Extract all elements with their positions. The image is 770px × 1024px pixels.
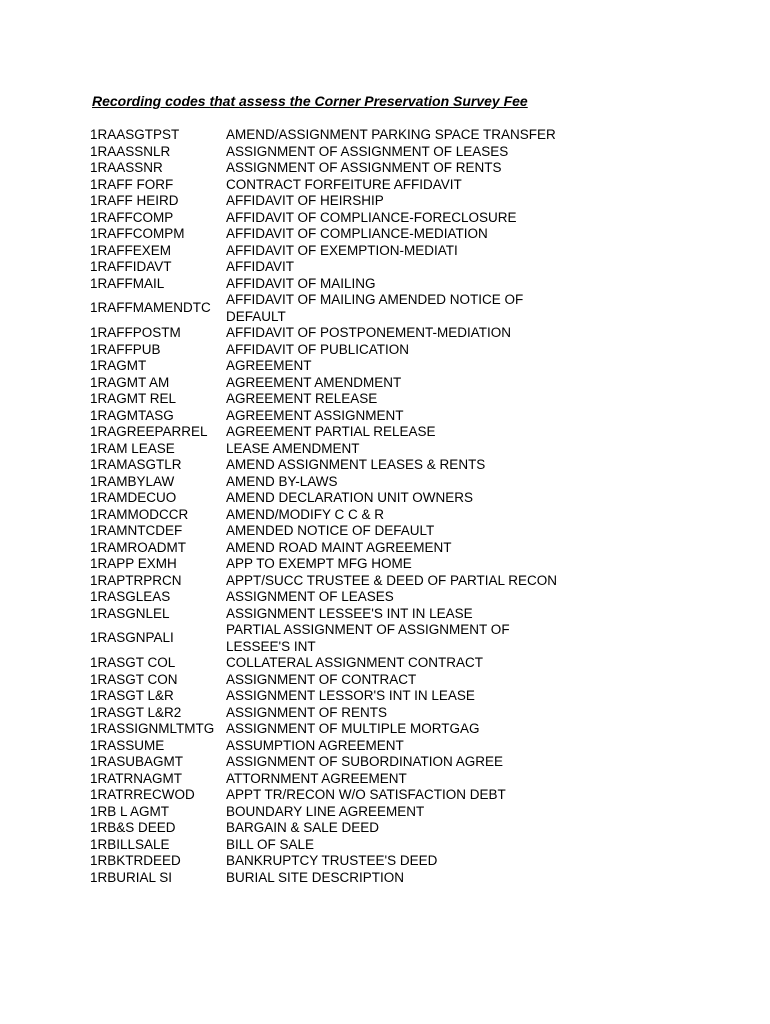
recording-description: COLLATERAL ASSIGNMENT CONTRACT: [226, 655, 484, 670]
table-row: [90, 721, 560, 738]
recording-description: AFFIDAVIT OF MAILING: [226, 275, 376, 291]
recording-code: 1RAMBYLAW: [90, 473, 175, 489]
recording-description: ASSIGNMENT OF SUBORDINATION AGREE: [226, 754, 504, 769]
table-row: [90, 490, 560, 507]
table-row: [90, 259, 560, 276]
recording-code: 1RAFF FORF: [90, 176, 174, 192]
recording-description: AGREEMENT AMENDMENT: [226, 374, 402, 390]
recording-code: 1RAMASGTLR: [90, 457, 182, 472]
table-row: [90, 127, 560, 144]
recording-code: 1RAFFPUB: [90, 341, 161, 357]
recording-code: 1RASSUME: [90, 737, 165, 753]
table-row: [90, 688, 560, 705]
recording-code: 1RAMMODCCR: [90, 506, 189, 522]
table-row: [90, 573, 560, 590]
recording-code: 1RBURIAL SI: [90, 869, 173, 885]
recording-description: AFFIDAVIT OF HEIRSHIP: [226, 193, 384, 208]
table-row: [90, 457, 560, 474]
table-row: [90, 342, 560, 359]
recording-code: 1RBKTRDEED: [90, 853, 181, 868]
recording-description: AFFIDAVIT OF COMPLIANCE-FORECLOSURE: [226, 209, 517, 225]
recording-code: 1RASGLEAS: [90, 589, 171, 604]
table-row: [90, 870, 560, 887]
recording-codes-body: [90, 127, 560, 886]
recording-description: AMEND ROAD MAINT AGREEMENT: [226, 539, 452, 555]
table-row: [90, 523, 560, 540]
table-row: [90, 507, 560, 524]
recording-description: BANKRUPTCY TRUSTEE'S DEED: [226, 853, 438, 868]
table-row: [90, 589, 560, 606]
recording-code: 1RB&S DEED: [90, 820, 176, 835]
recording-description: ASSIGNMENT LESSOR'S INT IN LEASE: [226, 688, 475, 703]
recording-description: AFFIDAVIT OF COMPLIANCE-MEDIATION: [226, 226, 488, 241]
recording-description: ASSIGNMENT OF LEASES: [226, 589, 394, 604]
recording-description: LEASE AMENDMENT: [226, 440, 360, 456]
recording-description: APP TO EXEMPT MFG HOME: [226, 556, 412, 571]
table-row: [90, 292, 560, 325]
recording-description: ASSIGNMENT OF ASSIGNMENT OF RENTS: [226, 160, 502, 175]
table-row: [90, 771, 560, 788]
recording-description: AMEND DECLARATION UNIT OWNERS: [226, 490, 474, 505]
table-row: [90, 210, 560, 227]
recording-description: APPT TR/RECON W/O SATISFACTION DEBT: [226, 787, 506, 802]
recording-description: ATTORNMENT AGREEMENT: [226, 770, 407, 786]
table-row: [90, 804, 560, 821]
recording-code: 1RATRNAGMT: [90, 770, 183, 786]
recording-description: ASSIGNMENT OF ASSIGNMENT OF LEASES: [226, 143, 509, 159]
recording-description: AGREEMENT PARTIAL RELEASE: [226, 424, 436, 439]
recording-description: AGREEMENT RELEASE: [226, 391, 378, 406]
recording-description: BOUNDARY LINE AGREEMENT: [226, 803, 425, 819]
table-row: [90, 144, 560, 161]
table-row: [90, 391, 560, 408]
table-row: [90, 243, 560, 260]
recording-code: 1RASGT L&R2: [90, 704, 182, 720]
recording-code: 1RAGMTASG: [90, 407, 174, 423]
recording-code: 1RAFFCOMP: [90, 209, 174, 225]
table-row: [90, 837, 560, 854]
table-row: [90, 556, 560, 573]
table-row: [90, 820, 560, 837]
table-row: [90, 655, 560, 672]
recording-description: BILL OF SALE: [226, 836, 315, 852]
table-row: [90, 705, 560, 722]
recording-code: 1RATRRECWOD: [90, 787, 195, 802]
recording-code: 1RAFFEXEM: [90, 242, 172, 258]
recording-description: AFFIDAVIT: [226, 259, 295, 274]
table-row: [90, 540, 560, 557]
recording-description: AMENDED NOTICE OF DEFAULT: [226, 523, 435, 538]
recording-code: 1RAGMT AM: [90, 374, 170, 390]
recording-code: 1RAGMT: [90, 358, 147, 373]
table-row: [90, 408, 560, 425]
recording-code: 1RASSIGNMLTMTG: [90, 721, 215, 736]
document-title: Recording codes that assess the Corner Preservation Survey Fee: [92, 93, 528, 109]
recording-code: 1RAFFIDAVT: [90, 259, 172, 274]
recording-code: 1RB L AGMT: [90, 803, 170, 819]
table-row: [90, 375, 560, 392]
table-row: [90, 226, 560, 243]
recording-code: 1RAMROADMT: [90, 539, 187, 555]
recording-description: ASSIGNMENT LESSEE'S INT IN LEASE: [226, 605, 473, 621]
recording-code: 1RAPP EXMH: [90, 556, 177, 571]
recording-code: 1RAPTRPRCN: [90, 572, 182, 588]
recording-description: ASSIGNMENT OF RENTS: [226, 704, 388, 720]
recording-code: 1RAFF HEIRD: [90, 193, 179, 208]
recording-description: BARGAIN & SALE DEED: [226, 820, 380, 835]
table-row: [90, 474, 560, 491]
recording-code: 1RAMDECUO: [90, 490, 177, 505]
table-row: [90, 853, 560, 870]
table-row: [90, 672, 560, 689]
recording-description: AMEND BY-LAWS: [226, 473, 338, 489]
recording-code: 1RAASGTPST: [90, 127, 180, 142]
table-row: [90, 754, 560, 771]
recording-code: 1RASGT L&R: [90, 688, 174, 703]
table-row: [90, 276, 560, 293]
recording-codes-table: [90, 127, 560, 886]
table-row: [90, 177, 560, 194]
recording-description: AFFIDAVIT OF MAILING AMENDED NOTICE OF DEFAULT: [226, 292, 524, 324]
recording-description: AMEND ASSIGNMENT LEASES & RENTS: [226, 457, 486, 472]
recording-description: AFFIDAVIT OF EXEMPTION-MEDIATI: [226, 242, 458, 258]
recording-code: 1RAGREEPARREL: [90, 424, 208, 439]
recording-description: ASSUMPTION AGREEMENT: [226, 737, 404, 753]
recording-code: 1RAFFCOMPM: [90, 226, 185, 241]
table-row: [90, 606, 560, 623]
recording-code: 1RASGNPALI: [90, 630, 174, 646]
recording-code: 1RAFFMAMENDTC: [90, 300, 211, 316]
recording-description: CONTRACT FORFEITURE AFFIDAVIT: [226, 176, 462, 192]
recording-description: AGREEMENT ASSIGNMENT: [226, 407, 404, 423]
recording-code: 1RAASSNR: [90, 160, 163, 175]
recording-code: 1RAFFMAIL: [90, 275, 165, 291]
recording-description: AMEND/ASSIGNMENT PARKING SPACE TRANSFER: [226, 127, 556, 142]
recording-code: 1RASGT COL: [90, 655, 176, 670]
table-row: [90, 424, 560, 441]
recording-description: ASSIGNMENT OF MULTIPLE MORTGAG: [226, 721, 480, 736]
recording-description: AFFIDAVIT OF PUBLICATION: [226, 341, 410, 357]
recording-description: AGREEMENT: [226, 358, 312, 373]
recording-description: AMEND/MODIFY C C & R: [226, 506, 385, 522]
recording-code: 1RAFFPOSTM: [90, 325, 181, 340]
table-row: [90, 622, 560, 655]
recording-description: ASSIGNMENT OF CONTRACT: [226, 671, 417, 687]
table-row: [90, 160, 560, 177]
table-row: [90, 325, 560, 342]
recording-code: 1RAASSNLR: [90, 143, 171, 159]
recording-code: 1RASUBAGMT: [90, 754, 184, 769]
table-row: [90, 738, 560, 755]
recording-description: AFFIDAVIT OF POSTPONEMENT-MEDIATION: [226, 325, 512, 340]
recording-code: 1RAM LEASE: [90, 440, 175, 456]
recording-code: 1RASGNLEL: [90, 605, 170, 621]
table-row: [90, 441, 560, 458]
recording-description: BURIAL SITE DESCRIPTION: [226, 869, 405, 885]
recording-code: 1RAMNTCDEF: [90, 523, 183, 538]
recording-description: PARTIAL ASSIGNMENT OF ASSIGNMENT OF LESSEE'S INT: [226, 622, 510, 654]
table-row: [90, 787, 560, 804]
recording-code: 1RASGT CON: [90, 671, 178, 687]
table-row: [90, 193, 560, 210]
recording-code: 1RBILLSALE: [90, 836, 170, 852]
recording-description: APPT/SUCC TRUSTEE & DEED OF PARTIAL RECON: [226, 572, 558, 588]
recording-code: 1RAGMT REL: [90, 391, 177, 406]
table-row: [90, 358, 560, 375]
